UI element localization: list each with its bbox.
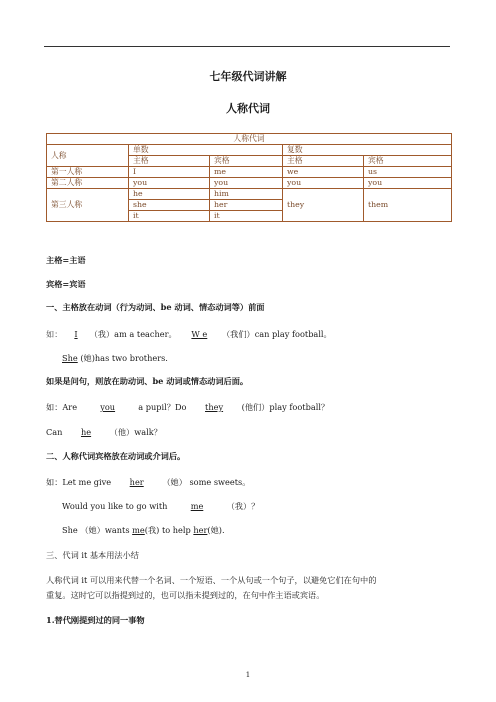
page-number: 1: [245, 671, 251, 679]
header-singular-subject: 主格: [129, 156, 210, 167]
example-line: [46, 478, 250, 486]
heading-question-position: 如果是问句，则放在助动词、be 动词或情态动词后面。: [46, 376, 249, 386]
table-cell: me: [210, 167, 283, 178]
answer-blank: he: [80, 427, 92, 437]
table-caption: 人称代词: [47, 134, 452, 145]
row-label: 第一人称: [47, 167, 129, 178]
answer-word: her: [193, 525, 208, 535]
answer-blank: her: [129, 477, 144, 487]
table-cell: we: [283, 167, 364, 178]
pronoun-table: [46, 133, 452, 222]
example-prefix: 如：: [46, 329, 63, 339]
answer-blank: I: [74, 329, 78, 339]
table-cell: it: [129, 211, 210, 222]
example-line: [62, 526, 225, 534]
table-cell: us: [364, 167, 452, 178]
example-prefix: 如：Are: [46, 402, 78, 412]
paragraph-line: 人称代词 it 可以用来代替一个名词、一个短语、一个从句或一个句子，以避免它们在句中的: [46, 575, 377, 585]
answer-blank: you: [100, 402, 116, 412]
example-prefix: 如：Let me give: [46, 477, 112, 487]
example-line: [62, 502, 259, 510]
example-text: （我）am a teacher。: [89, 329, 177, 339]
example-line: [46, 330, 332, 338]
table-cell: you: [129, 178, 210, 189]
example-line: [62, 354, 168, 362]
table-cell: it: [210, 211, 283, 222]
answer-blank: W e: [191, 329, 208, 339]
row-label: 第二人称: [47, 178, 129, 189]
example-line: [46, 403, 329, 411]
table-row: [47, 167, 452, 178]
heading-object-position: 二、人称代词宾格放在动词或介词后。: [46, 451, 186, 461]
table-cell: you: [210, 178, 283, 189]
row-label: 第三人称: [47, 189, 129, 222]
answer-blank: me: [190, 501, 204, 511]
example-text: （我们）can play football。: [221, 329, 332, 339]
example-text: （她） some sweets。: [162, 477, 251, 487]
table-header-row: [47, 145, 452, 156]
heading-it-usage: 三、代词 it 基本用法小结: [46, 550, 139, 560]
table-cell: you: [283, 178, 364, 189]
example-text: (她)has two brothers.: [77, 353, 168, 363]
table-cell: he: [129, 189, 210, 200]
table-cell: I: [129, 167, 210, 178]
section-title: 人称代词: [226, 102, 270, 115]
example-line: [46, 428, 162, 436]
table-row: [47, 189, 452, 200]
example-text: a pupil？Do: [138, 402, 187, 412]
table-cell: them: [364, 189, 452, 222]
answer-word: me: [132, 525, 145, 535]
answer-word: She: [62, 353, 78, 363]
table-caption-row: [47, 134, 452, 145]
table-row: [47, 178, 452, 189]
heading-subject-position: 一、主格放在动词（行为动词、be 动词、情态动词等）前面: [46, 302, 265, 312]
header-rule: [44, 46, 450, 47]
table-cell: him: [210, 189, 283, 200]
table-cell: she: [129, 200, 210, 211]
table-cell: you: [364, 178, 452, 189]
example-text: （我）？: [226, 501, 260, 511]
example-prefix: Can: [46, 427, 63, 437]
note-object: 宾格=宾语: [46, 279, 86, 289]
example-text: (她).: [207, 525, 225, 535]
paragraph-line: 重复。这时它可以指提到过的，也可以指未提到过的，在句中作主语或宾语。: [46, 590, 325, 600]
answer-blank: they: [205, 402, 224, 412]
header-singular-object: 宾格: [210, 156, 283, 167]
header-plural-subject: 主格: [283, 156, 364, 167]
document-title: 七年级代词讲解: [209, 70, 287, 83]
example-text: (我) to help: [144, 525, 194, 535]
example-text: （他）walk？: [109, 427, 162, 437]
example-prefix: Would you like to go with: [62, 501, 168, 511]
example-text: (他们）play football？: [241, 402, 330, 412]
header-person: 人称: [47, 145, 129, 167]
header-plural: 复数: [283, 145, 452, 156]
table-cell: they: [283, 189, 364, 222]
header-singular: 单数: [129, 145, 283, 156]
example-text: She （她）wants: [62, 525, 133, 535]
header-plural-object: 宾格: [364, 156, 452, 167]
table-cell: her: [210, 200, 283, 211]
note-subject: 主格=主语: [46, 255, 86, 265]
list-item-heading: 1.替代刚提到过的同一事物: [46, 615, 145, 625]
